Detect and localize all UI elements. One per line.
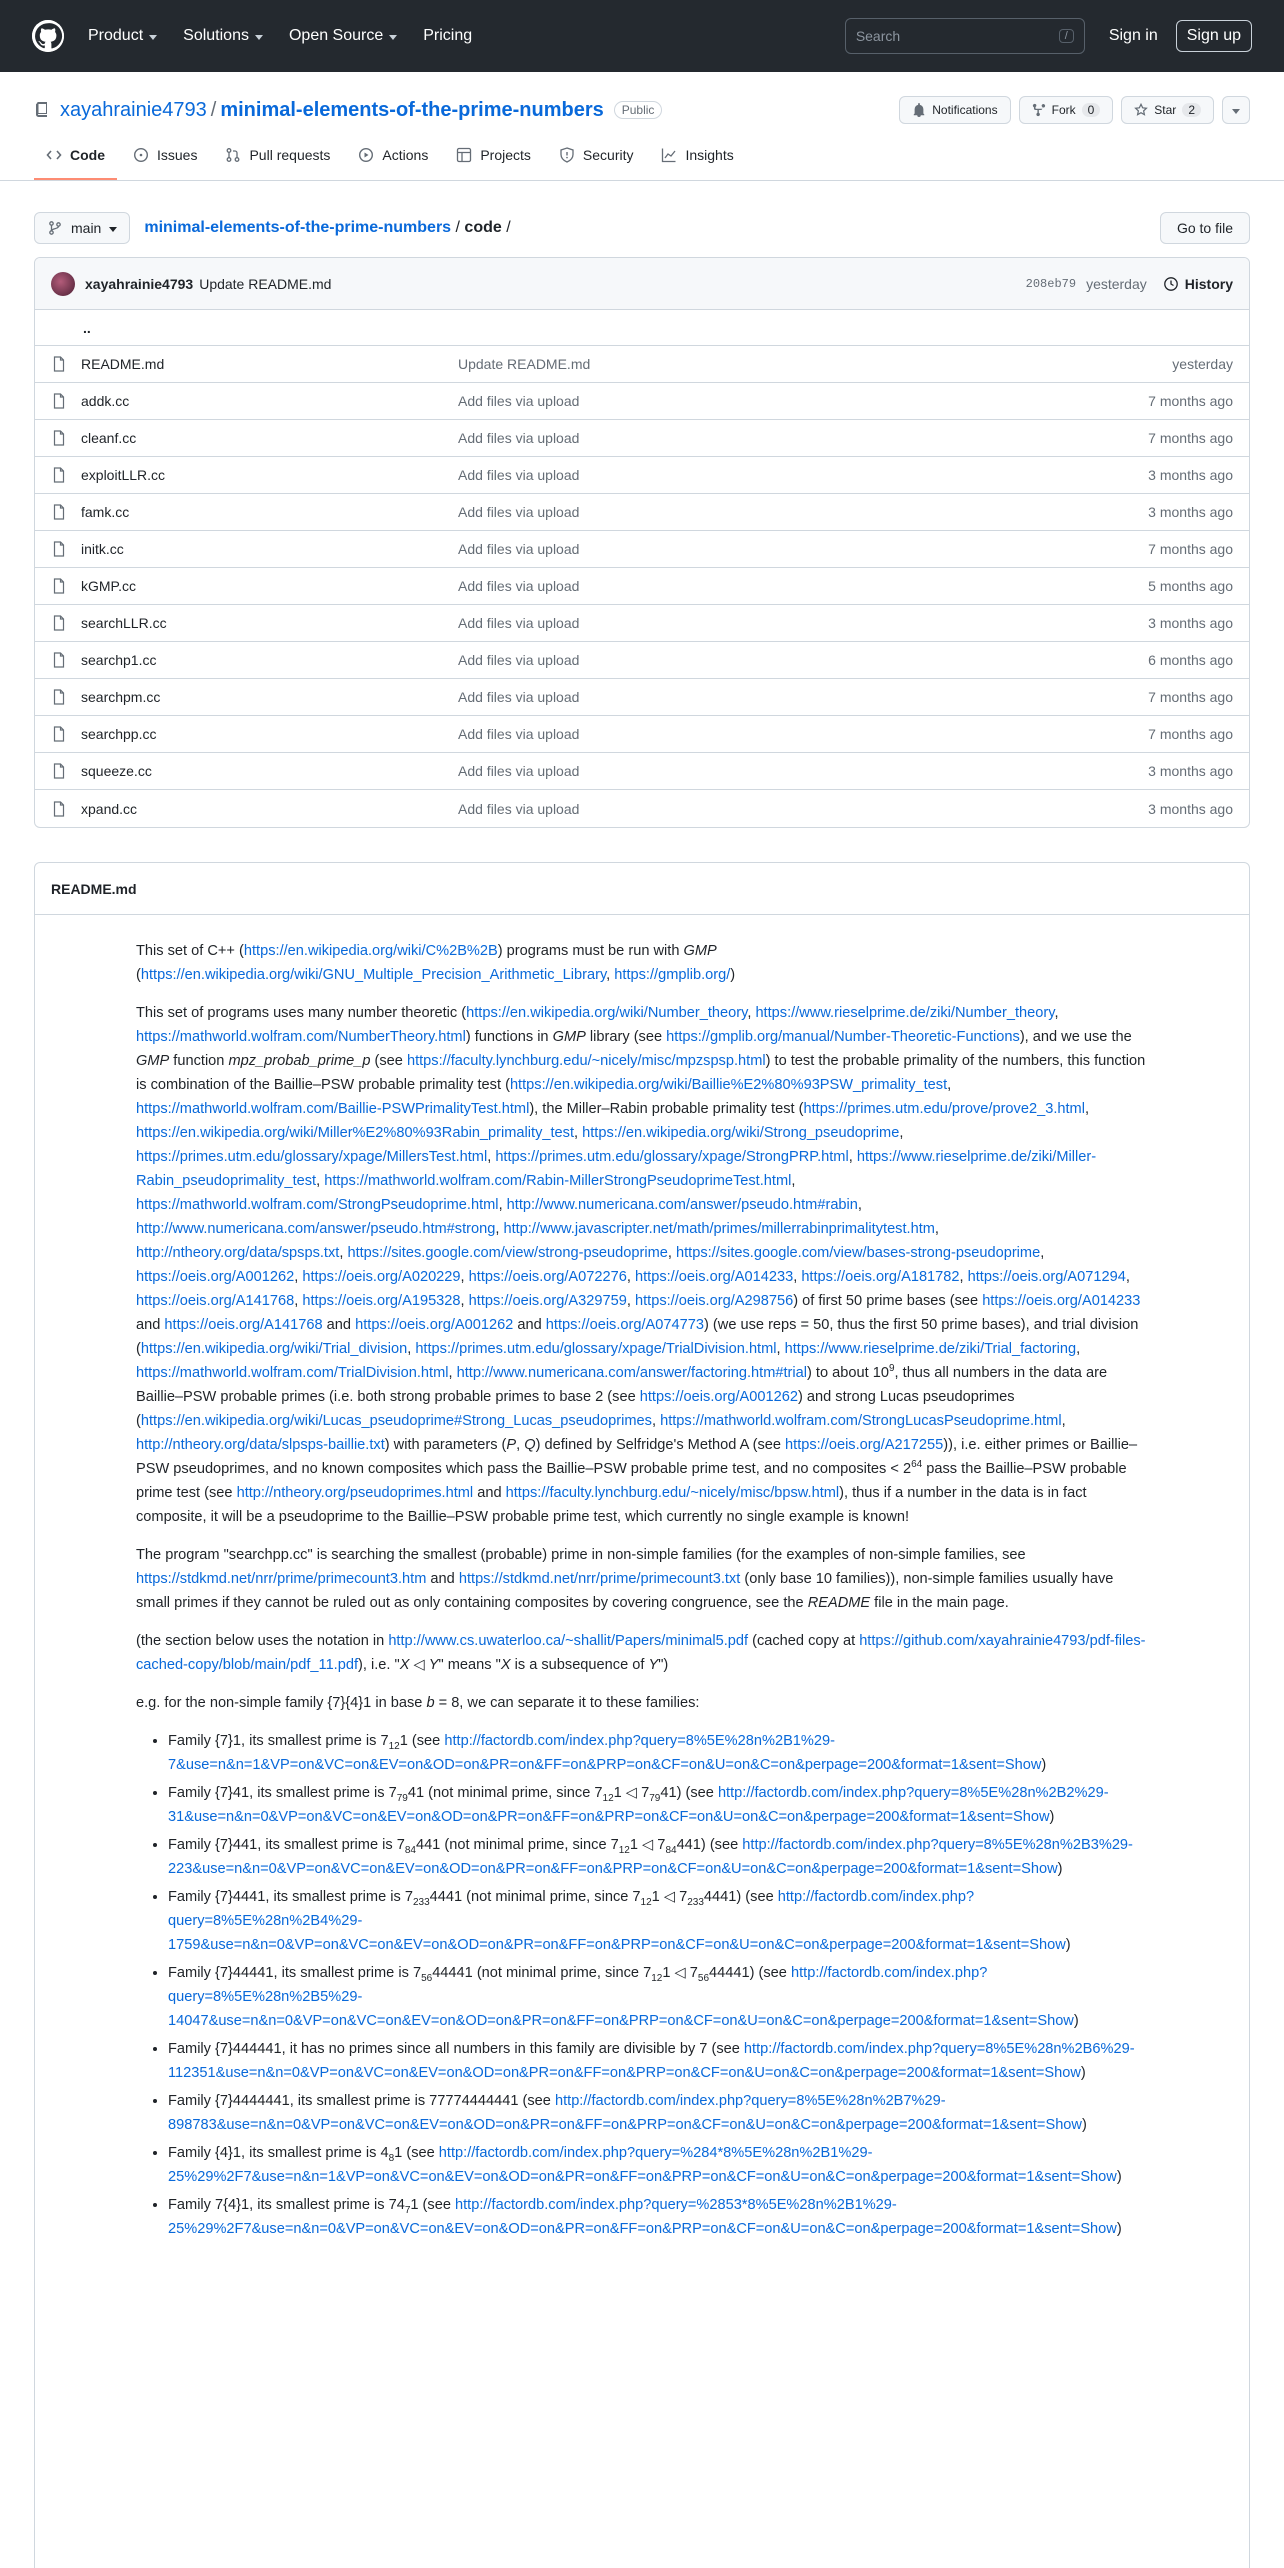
file-icon <box>51 467 67 483</box>
subscript-text: 12 <box>651 1972 663 1984</box>
subscript-text: 7 <box>404 2204 411 2216</box>
emphasis-text: Y <box>428 1657 439 1673</box>
avatar[interactable] <box>51 272 75 296</box>
commit-message[interactable]: Update README.md <box>199 275 332 292</box>
readme-link[interactable]: https://primes.utm.edu/glossary/xpage/StrongPRP.html <box>495 1149 849 1165</box>
readme-link[interactable]: https://primes.utm.edu/prove/prove2_3.html <box>803 1101 1085 1117</box>
file-row[interactable] <box>35 383 1249 420</box>
file-age: 3 months ago <box>1148 763 1233 779</box>
readme-link[interactable]: https://mathworld.wolfram.com/StrongPseudoprime.html <box>136 1197 499 1213</box>
file-age: 3 months ago <box>1148 504 1233 520</box>
emphasis-text: README <box>807 1595 871 1611</box>
readme-body <box>35 915 1249 2241</box>
readme-link[interactable]: https://oeis.org/A195328 <box>302 1293 461 1309</box>
readme-link[interactable]: http://ntheory.org/data/spsps.txt <box>136 1245 340 1261</box>
readme-title: README.md <box>35 863 1249 915</box>
file-navigation <box>34 181 1250 257</box>
file-row[interactable] <box>35 346 1249 383</box>
nav-product[interactable]: Product <box>88 27 157 45</box>
notifications-button[interactable]: Notifications <box>899 96 1010 124</box>
file-commit-message[interactable]: Add files via upload <box>458 652 580 668</box>
file-commit-message[interactable]: Add files via upload <box>458 541 580 557</box>
family-list-item: • Family {7}4444441, its smallest prime is 77774444441 (see http://factordb.com/index.php?query=8%5E%28n%2B7%29-898783&use=n&n=0&VP=on&VC=on&EV=on&OD=on&PR=on&FF=on&PRP=on&CF=on&U=on&C=on&perpage=200&format=1&sent=Show) <box>168 2089 1149 2137</box>
family-list <box>136 1729 1149 2241</box>
file-icon <box>51 689 67 705</box>
emphasis-text: X <box>500 1657 511 1673</box>
file-name-link[interactable]: xpand.cc <box>81 800 138 817</box>
commit-author[interactable]: xayahrainie4793 <box>85 275 194 292</box>
chevron-down-icon <box>149 35 157 40</box>
readme-link[interactable]: https://en.wikipedia.org/wiki/Number_theory <box>466 1005 748 1021</box>
file-row[interactable] <box>35 494 1249 531</box>
file-row[interactable] <box>35 642 1249 679</box>
file-age: 7 months ago <box>1148 689 1233 705</box>
readme-link[interactable]: http://ntheory.org/data/slpsps-baillie.txt <box>136 1437 385 1453</box>
readme-link[interactable]: https://mathworld.wolfram.com/StrongLucasPseudoprime.html <box>660 1413 1062 1429</box>
emphasis-text: mpz_probab_prime_p <box>228 1053 371 1069</box>
readme-link[interactable]: http://factordb.com/index.php?query=%2853*8%5E%28n%2B1%29-25%29%2F7&use=n&n=0&VP=on&VC=on&EV=on&OD=on&PR=on&FF=on&PRP=on&CF=on&U=on&C=on&perpage=200&format=1&sent=Show <box>168 2197 1117 2237</box>
github-logo-icon[interactable] <box>32 20 64 52</box>
readme-link[interactable]: https://github.com/xayahrainie4793/pdf-files-cached-copy/blob/main/pdf_11.pdf <box>136 1633 1146 1673</box>
breadcrumb-repo-link[interactable]: minimal-elements-of-the-prime-numbers <box>144 219 452 236</box>
readme-link[interactable]: https://oeis.org/A329759 <box>468 1293 627 1309</box>
file-row[interactable] <box>35 457 1249 494</box>
readme-link[interactable]: https://oeis.org/A072276 <box>468 1269 627 1285</box>
family-list-item: • Family {7}441, its smallest prime is $7_{84}441$ (not minimal prime, since $7_{12}1$ ◁ $7_{84}441$) (see http://factordb.com/index.php?query=8%5E%28n%2B3%29-223&use=n&n=0&VP=on&VC=on&EV=on&OD=on&PR=on&FF=on&PRP=on&CF=on&U=on&C=on&perpage=200&format=1&sent=Show) <box>168 1833 1149 1881</box>
file-icon <box>51 578 67 594</box>
file-name-link[interactable]: famk.cc <box>81 504 130 520</box>
file-commit-message[interactable]: Add files via upload <box>458 689 580 705</box>
bell-icon <box>912 103 926 117</box>
file-name-link[interactable]: kGMP.cc <box>81 578 136 594</box>
file-age: 5 months ago <box>1148 578 1233 594</box>
readme-paragraph: This set of programs uses many number theoretic (https://en.wikipedia.org/wiki/Number_theory, https://www.rieselprime.de/ziki/Number_theory, https://mathworld.wolfram.com/NumberTheory.html) functions in GMP library (see https://gmplib.org/manual/Number-Theoretic-Functions), and we use the GMP function mpz_probab_prime_p (see https://faculty.lynchburg.edu/~nicely/misc/mpzspsp.html) to test the probable primality of the numbers, this function is combination of the Baillie–PSW probable primality test (https://en.wikipedia.org/wiki/Baillie%E2%80%93PSW_primality_test, https://mathworld.wolfram.com/Baillie-PSWPrimalityTest.html), the Miller–Rabin probable primality test (https://primes.utm.edu/prove/prove2_3.html, https://en.wikipedia.org/wiki/Miller%E2%80%93Rabin_primality_test, https://en.wikipedia.org/wiki/Strong_pseudoprime, https://primes.utm.edu/glossary/xpage/MillersTest.html, https://primes.utm.edu/glossary/xpage/StrongPRP.html, https://www.rieselprime.de/ziki/Miller-Rabin_pseudoprimality_test, https://mathworld.wolfram.com/Rabin-MillerStrongPseudoprimeTest.html, https://mathworld.wolfram.com/StrongPseudoprime.html, http://www.numericana.com/answer/pseudo.htm#rabin, http://www.numericana.com/answer/pseudo.htm#strong, http://www.javascripter.net/math/primes/millerrabinprimalitytest.htm, http://ntheory.org/data/spsps.txt, https://sites.google.com/view/strong-pseudoprime, https://sites.google.com/view/bases-strong-pseudoprime, https://oeis.org/A001262, https://oeis.org/A020229, https://oeis.org/A072276, https://oeis.org/A014233, https://oeis.org/A181782, https://oeis.org/A071294, https://oeis.org/A141768, https://oeis.org/A195328, https://oeis.org/A329759, https://oeis.org/A298756) of first 50 prime bases (see https://oeis.org/A014233 and https://oeis.org/A141768 and https://oeis.org/A001262 and https://oeis.org/A074773) (we use reps = 50, thus the first 50 prime bases), and trial division (https://en.wikipedia.org/wiki/Trial_division, https://primes.utm.edu/glossary/xpage/TrialDivision.html, https://www.rieselprime.de/ziki/Trial_factoring, https://mathworld.wolfram.com/TrialDivision.html, http://www.numericana.com/answer/factoring.htm#trial) to about $10^9$, thus all numbers in the data are Baillie–PSW probable primes (i.e. both strong probable primes to base 2 (see https://oeis.org/A001262) and strong Lucas pseudoprimes (https://en.wikipedia.org/wiki/Lucas_pseudoprime#Strong_Lucas_pseudoprimes, https://mathworld.wolfram.com/StrongLucasPseudoprime.html, http://ntheory.org/data/slpsps-baillie.txt) with parameters (P, Q) defined by Selfridge's Method A (see https://oeis.org/A217255)), i.e. either primes or Baillie–PSW pseudoprimes, and no known composites which pass the Baillie–PSW probable prime test, and no composites < $2^{64}$ pass the Baillie–PSW probable prime test (see http://ntheory.org/pseudoprimes.html and https://faculty.lynchburg.edu/~nicely/misc/bpsw.html), thus if a number in the data is in fact composite, it will be a pseudoprime to the Baillie–PSW probable prime test, which currently no single example is known! <box>136 1005 1146 1525</box>
file-icon <box>51 801 67 817</box>
chevron-down-icon <box>1232 109 1240 114</box>
readme-link[interactable]: http://factordb.com/index.php?query=8%5E%28n%2B6%29-112351&use=n&n=0&VP=on&VC=on&EV=on&OD=on&PR=on&FF=on&PRP=on&CF=on&U=on&C=on&perpage=200&format=1&sent=Show <box>168 2041 1135 2081</box>
readme-paragraph: e.g. for the non-simple family {7}{4}1 in base b = 8, we can separate it to these families: <box>136 1695 700 1711</box>
readme-link[interactable]: http://factordb.com/index.php?query=8%5E%28n%2B4%29-1759&use=n&n=0&VP=on&VC=on&EV=on&OD=on&PR=on&FF=on&PRP=on&CF=on&U=on&C=on&perpage=200&format=1&sent=Show <box>168 1889 1066 1953</box>
readme-link[interactable]: https://sites.google.com/view/bases-strong-pseudoprime <box>675 1245 1041 1261</box>
subscript-text: 12 <box>602 1792 614 1804</box>
tab-insights[interactable]: Insights <box>649 132 745 180</box>
readme-link[interactable]: http://www.numericana.com/answer/pseudo.htm#strong <box>136 1221 496 1237</box>
repo-owner-link[interactable]: xayahrainie4793 <box>60 98 207 121</box>
chevron-down-icon <box>389 35 397 40</box>
table-icon <box>456 147 472 163</box>
readme-link[interactable]: https://mathworld.wolfram.com/Baillie-PSWPrimalityTest.html <box>136 1101 530 1117</box>
emphasis-text: GMP <box>136 1053 170 1069</box>
subscript-text: 56 <box>421 1972 433 1984</box>
subscript-text: 84 <box>404 1844 416 1856</box>
chevron-down-icon <box>255 35 263 40</box>
file-row[interactable] <box>35 568 1249 605</box>
go-to-file-button[interactable]: Go to file <box>1160 212 1250 244</box>
readme-link[interactable]: https://www.rieselprime.de/ziki/Trial_factoring <box>784 1341 1077 1357</box>
readme-link[interactable]: https://stdkmd.net/nrr/prime/primecount3.htm <box>136 1571 427 1587</box>
readme-link[interactable]: http://www.cs.uwaterloo.ca/~shallit/Papers/minimal5.pdf <box>388 1633 749 1649</box>
readme-link[interactable]: https://en.wikipedia.org/wiki/Miller%E2%80%93Rabin_primality_test <box>136 1125 575 1141</box>
readme-link[interactable]: https://oeis.org/A298756 <box>634 1293 794 1309</box>
readme-paragraph: The program "searchpp.cc" is searching the smallest (probable) prime in non-simple families (for the examples of non-simple families, see https://stdkmd.net/nrr/prime/primecount3.htm and https://stdkmd.net/nrr/prime/primecount3.txt (only base 10 families)), non-simple families usually have small primes if they cannot be ruled out as only containing composites by covering congruence, see the README file in the main page. <box>136 1547 1114 1611</box>
readme-link[interactable]: https://sites.google.com/view/strong-pseudoprime <box>347 1245 668 1261</box>
family-list-item: • Family 7{4}1, its smallest prime is $74_71$ (see http://factordb.com/index.php?query=%2853*8%5E%28n%2B1%29-25%29%2F7&use=n&n=0&VP=on&VC=on&EV=on&OD=on&PR=on&FF=on&PRP=on&CF=on&U=on&C=on&perpage=200&format=1&sent=Show) <box>168 2193 1149 2241</box>
file-age: 3 months ago <box>1148 467 1233 483</box>
breadcrumb-separator: / <box>506 219 511 236</box>
family-list-item: • Family {7}4441, its smallest prime is $7_{233}4441$ (not minimal prime, since $7_{12}1$ ◁ $7_{233}4441$) (see http://factordb.com/index.php?query=8%5E%28n%2B4%29-1759&use=n&n=0&VP=on&VC=on&EV=on&OD=on&PR=on&FF=on&PRP=on&CF=on&U=on&C=on&perpage=200&format=1&sent=Show) <box>168 1885 1149 1957</box>
readme-link[interactable]: http://ntheory.org/pseudoprimes.html <box>236 1485 474 1501</box>
readme-link[interactable]: http://factordb.com/index.php?query=8%5E%28n%2B2%29-31&use=n&n=0&VP=on&VC=on&EV=on&OD=on&PR=on&FF=on&PRP=on&CF=on&U=on&C=on&perpage=200&format=1&sent=Show <box>168 1785 1109 1825</box>
tab-code[interactable]: Code <box>34 132 117 180</box>
file-age: 7 months ago <box>1148 726 1233 742</box>
file-commit-message[interactable]: Update README.md <box>458 356 591 372</box>
readme-link[interactable]: https://en.wikipedia.org/wiki/Lucas_pseudoprime#Strong_Lucas_pseudoprimes <box>140 1413 652 1429</box>
readme-link[interactable]: https://oeis.org/A181782 <box>801 1269 960 1285</box>
readme-link[interactable]: http://factordb.com/index.php?query=8%5E%28n%2B3%29-223&use=n&n=0&VP=on&VC=on&EV=on&OD=on&PR=on&FF=on&PRP=on&CF=on&U=on&C=on&perpage=200&format=1&sent=Show <box>168 1837 1133 1877</box>
file-row[interactable] <box>35 679 1249 716</box>
chevron-down-icon <box>109 227 117 232</box>
file-icon <box>51 356 67 372</box>
readme-link[interactable]: https://faculty.lynchburg.edu/~nicely/misc/mpzspsp.html <box>406 1053 766 1069</box>
graph-icon <box>661 147 677 163</box>
search-box[interactable] <box>845 18 1085 54</box>
file-commit-message[interactable]: Add files via upload <box>458 430 580 446</box>
tab-security[interactable]: Security <box>547 132 646 180</box>
subscript-text: 233 <box>687 1896 704 1908</box>
file-row[interactable] <box>35 420 1249 457</box>
file-row[interactable] <box>35 753 1249 790</box>
readme-link[interactable]: https://gmplib.org/manual/Number-Theoretic-Functions <box>666 1029 1020 1045</box>
file-age: 3 months ago <box>1148 800 1233 817</box>
subscript-text: 56 <box>697 1972 710 1984</box>
file-age: yesterday <box>1172 356 1233 372</box>
family-list-item: • Family {4}1, its smallest prime is $4_81$ (see http://factordb.com/index.php?query=%284*8%5E%28n%2B1%29-25%29%2F7&use=n&n=1&VP=on&VC=on&EV=on&OD=on&PR=on&FF=on&PRP=on&CF=on&U=on&C=on&perpage=200&format=1&sent=Show) <box>168 2141 1149 2189</box>
visibility-badge: Public <box>614 101 663 119</box>
file-icon <box>51 652 67 668</box>
history-link[interactable]: History <box>1163 276 1233 292</box>
family-list-item: • Family {7}444441, it has no primes since all numbers in this family are divisible by 7 (see http://factordb.com/index.php?query=8%5E%28n%2B6%29-112351&use=n&n=0&VP=on&VC=on&EV=on&OD=on&PR=on&FF=on&PRP=on&CF=on&U=on&C=on&perpage=200&format=1&sent=Show) <box>168 2037 1149 2085</box>
readme-link[interactable]: https://oeis.org/A141768 <box>136 1293 295 1309</box>
file-age: 7 months ago <box>1148 393 1233 409</box>
readme-link[interactable]: https://oeis.org/A014233 <box>982 1293 1141 1309</box>
fork-count: 0 <box>1082 103 1101 117</box>
readme-link[interactable]: http://www.numericana.com/answer/pseudo.htm#rabin <box>506 1197 858 1213</box>
readme-link[interactable]: https://oeis.org/A020229 <box>302 1269 461 1285</box>
nav-solutions[interactable]: Solutions <box>183 27 263 45</box>
readme-link[interactable]: http://factordb.com/index.php?query=8%5E%28n%2B1%29-7&use=n&n=1&VP=on&VC=on&EV=on&OD=on&PR=on&FF=on&PRP=on&CF=on&U=on&C=on&perpage=200&format=1&sent=Show <box>168 1733 1042 1773</box>
readme-link[interactable]: https://oeis.org/A074773 <box>545 1317 704 1333</box>
file-commit-message[interactable]: Add files via upload <box>458 763 580 779</box>
search-input[interactable] <box>856 28 1059 44</box>
file-commit-message[interactable]: Add files via upload <box>458 726 580 742</box>
file-icon <box>51 504 67 520</box>
fork-icon <box>1032 103 1046 117</box>
readme-link[interactable]: https://mathworld.wolfram.com/TrialDivision.html <box>136 1365 449 1381</box>
file-name-link[interactable]: searchpp.cc <box>81 726 157 742</box>
readme-link[interactable]: http://factordb.com/index.php?query=8%5E%28n%2B5%29-14047&use=n&n=0&VP=on&VC=on&EV=on&OD=on&PR=on&FF=on&PRP=on&CF=on&U=on&C=on&perpage=200&format=1&sent=Show <box>168 1965 1074 2029</box>
file-commit-message[interactable]: Add files via upload <box>458 578 580 594</box>
readme-link[interactable]: https://faculty.lynchburg.edu/~nicely/misc/bpsw.html <box>505 1485 840 1501</box>
file-name-link[interactable]: searchpm.cc <box>81 689 161 705</box>
repo-title-separator: / <box>210 98 217 121</box>
file-name-link[interactable]: searchp1.cc <box>81 652 157 668</box>
file-commit-message[interactable]: Add files via upload <box>458 504 580 520</box>
file-name-link[interactable]: addk.cc <box>81 393 130 409</box>
subscript-text: 12 <box>388 1740 400 1752</box>
family-list-item: • Family {7}44441, its smallest prime is $7_{56}44441$ (not minimal prime, since $7_{12}1$ ◁ $7_{56}44441$) (see http://factordb.com/index.php?query=8%5E%28n%2B5%29-14047&use=n&n=0&VP=on&VC=on&EV=on&OD=on&PR=on&FF=on&PRP=on&CF=on&U=on&C=on&perpage=200&format=1&sent=Show) <box>168 1961 1149 2033</box>
file-list <box>34 257 1250 828</box>
file-age: 7 months ago <box>1148 430 1233 446</box>
readme-link[interactable]: https://oeis.org/A001262 <box>639 1389 798 1405</box>
file-name-link[interactable]: exploitLLR.cc <box>81 467 166 483</box>
file-age: 6 months ago <box>1148 652 1233 668</box>
file-icon <box>51 726 67 742</box>
readme-link[interactable]: https://en.wikipedia.org/wiki/Baillie%E2%80%93PSW_primality_test <box>509 1077 948 1093</box>
readme-link[interactable]: https://oeis.org/A071294 <box>967 1269 1126 1285</box>
file-icon <box>51 541 67 557</box>
readme-link[interactable]: http://www.javascripter.net/math/primes/millerrabinprimalitytest.htm <box>503 1221 935 1237</box>
pull-request-icon <box>225 147 241 163</box>
emphasis-text: Q <box>524 1437 536 1453</box>
readme-link[interactable]: http://www.numericana.com/answer/factoring.htm#trial <box>456 1365 808 1381</box>
star-icon <box>1134 103 1148 117</box>
file-row[interactable] <box>35 716 1249 753</box>
file-commit-message[interactable]: Add files via upload <box>458 467 580 483</box>
shield-icon <box>559 147 575 163</box>
subscript-text: 8 <box>388 2152 395 2164</box>
subscript-text: 79 <box>396 1792 408 1804</box>
file-row[interactable] <box>35 605 1249 642</box>
readme-link[interactable]: https://mathworld.wolfram.com/NumberTheory.html <box>136 1029 466 1045</box>
repo-header <box>0 72 1284 181</box>
repo-icon <box>34 102 50 118</box>
subscript-text: 84 <box>665 1844 677 1856</box>
tab-issues[interactable]: Issues <box>121 132 209 180</box>
readme-link[interactable]: https://oeis.org/A001262 <box>355 1317 514 1333</box>
file-name-link[interactable]: cleanf.cc <box>81 430 137 446</box>
file-row[interactable] <box>35 531 1249 568</box>
fork-button[interactable]: Fork 0 <box>1019 96 1114 124</box>
main-nav <box>88 27 498 45</box>
file-commit-message[interactable]: Add files via upload <box>458 800 580 817</box>
family-list-item: • Family {7}1, its smallest prime is $7_{12}1$ (see http://factordb.com/index.php?query=8%5E%28n%2B1%29-7&use=n&n=1&VP=on&VC=on&EV=on&OD=on&PR=on&FF=on&PRP=on&CF=on&U=on&C=on&perpage=200&format=1&sent=Show) <box>168 1729 1149 1777</box>
repo-tabs <box>34 132 1250 180</box>
readme-link[interactable]: https://en.wikipedia.org/wiki/C%2B%2B <box>243 943 498 959</box>
emphasis-text: P <box>506 1437 517 1453</box>
readme-link[interactable]: https://oeis.org/A141768 <box>164 1317 323 1333</box>
file-name-link[interactable]: squeeze.cc <box>81 763 152 779</box>
emphasis-text: Y <box>648 1657 659 1673</box>
play-icon <box>358 147 374 163</box>
readme-link[interactable]: https://oeis.org/A014233 <box>634 1269 794 1285</box>
site-header <box>0 0 1284 72</box>
subscript-text: 12 <box>640 1896 652 1908</box>
star-count: 2 <box>1182 103 1201 117</box>
history-icon <box>1163 276 1179 292</box>
file-row[interactable] <box>35 790 1249 827</box>
subscript-text: 233 <box>412 1896 430 1908</box>
breadcrumb-current: code <box>464 219 502 236</box>
file-icon <box>51 615 67 631</box>
emphasis-text: GMP <box>552 1029 586 1045</box>
star-dropdown-button[interactable] <box>1222 96 1250 124</box>
star-button[interactable]: Star 2 <box>1121 96 1214 124</box>
file-name-link[interactable]: initk.cc <box>81 541 124 557</box>
readme-link[interactable]: https://primes.utm.edu/glossary/xpage/MillersTest.html <box>136 1149 488 1165</box>
superscript-text: 9 <box>888 1363 895 1375</box>
readme-link[interactable]: https://primes.utm.edu/glossary/xpage/TrialDivision.html <box>415 1341 777 1357</box>
readme-link[interactable]: https://en.wikipedia.org/wiki/GNU_Multiple_Precision_Arithmetic_Library <box>140 967 607 983</box>
readme-link[interactable]: https://www.rieselprime.de/ziki/Number_theory <box>755 1005 1055 1021</box>
readme-link[interactable]: https://www.rieselprime.de/ziki/Miller-Rabin_pseudoprimality_test <box>136 1149 1097 1189</box>
branch-icon <box>47 220 63 236</box>
readme-link[interactable]: https://gmplib.org/ <box>614 967 731 983</box>
main-content <box>0 181 1284 2568</box>
readme-link[interactable]: https://oeis.org/A001262 <box>136 1269 295 1285</box>
code-icon <box>46 147 62 163</box>
tab-pull-requests[interactable]: Pull requests <box>213 132 342 180</box>
readme-paragraph: This set of C++ (https://en.wikipedia.org/wiki/C%2B%2B) programs must be run with GMP (https://en.wikipedia.org/wiki/GNU_Multiple_Precision_Arithmetic_Library, https://gmplib.org/) <box>136 943 736 983</box>
emphasis-text: b <box>426 1695 435 1711</box>
tab-actions[interactable]: Actions <box>346 132 440 180</box>
readme-panel <box>34 862 1250 2568</box>
readme-link[interactable]: https://en.wikipedia.org/wiki/Trial_division <box>140 1341 408 1357</box>
emphasis-text: X <box>399 1657 410 1673</box>
file-icon <box>51 393 67 409</box>
sign-up-button[interactable]: Sign up <box>1176 20 1252 52</box>
branch-selector[interactable]: main <box>34 212 130 244</box>
latest-commit-bar <box>35 258 1249 310</box>
tab-projects[interactable]: Projects <box>444 132 543 180</box>
breadcrumb <box>144 219 510 237</box>
subscript-text: 12 <box>618 1844 630 1856</box>
readme-link[interactable]: https://mathworld.wolfram.com/Rabin-MillerStrongPseudoprimeTest.html <box>324 1173 792 1189</box>
nav-open-source[interactable]: Open Source <box>289 27 397 45</box>
readme-paragraph: (the section below uses the notation in http://www.cs.uwaterloo.ca/~shallit/Papers/minimal5.pdf (cached copy at https://github.com/xayahrainie4793/pdf-files-cached-copy/blob/main/pdf_11.pdf), i.e. "X ◁ Y" means "X is a subsequence of Y") <box>136 1633 1146 1673</box>
breadcrumb-separator: / <box>455 219 465 236</box>
sign-in-link[interactable]: Sign in <box>1108 27 1158 44</box>
readme-link[interactable]: http://factordb.com/index.php?query=%284*8%5E%28n%2B1%29-25%29%2F7&use=n&n=1&VP=on&VC=on&EV=on&OD=on&PR=on&FF=on&PRP=on&CF=on&U=on&C=on&perpage=200&format=1&sent=Show <box>168 2145 1117 2185</box>
subscript-text: 79 <box>649 1792 661 1804</box>
repo-name-link[interactable]: minimal-elements-of-the-prime-numbers <box>220 98 604 121</box>
commit-sha[interactable]: 208eb79 <box>1025 276 1077 291</box>
commit-time: yesterday <box>1086 275 1147 292</box>
readme-link[interactable]: https://oeis.org/A217255 <box>785 1437 944 1453</box>
emphasis-text: GMP <box>683 943 717 959</box>
repo-title <box>60 99 604 122</box>
file-commit-message[interactable]: Add files via upload <box>458 393 580 409</box>
readme-link[interactable]: http://factordb.com/index.php?query=8%5E%28n%2B7%29-898783&use=n&n=0&VP=on&VC=on&EV=on&OD=on&PR=on&FF=on&PRP=on&CF=on&U=on&C=on&perpage=200&format=1&sent=Show <box>168 2093 1082 2133</box>
readme-link[interactable]: https://en.wikipedia.org/wiki/Strong_pseudoprime <box>582 1125 900 1141</box>
family-list-item: • Family {7}41, its smallest prime is $7_{79}41$ (not minimal prime, since $7_{12}1$ ◁ $7_{79}41$) (see http://factordb.com/index.php?query=8%5E%28n%2B2%29-31&use=n&n=0&VP=on&VC=on&EV=on&OD=on&PR=on&FF=on&PRP=on&CF=on&U=on&C=on&perpage=200&format=1&sent=Show) <box>168 1781 1149 1829</box>
file-icon <box>51 430 67 446</box>
file-age: 7 months ago <box>1148 541 1233 557</box>
nav-pricing[interactable]: Pricing <box>423 27 473 44</box>
file-icon <box>51 763 67 779</box>
file-age: 3 months ago <box>1148 615 1233 631</box>
file-commit-message[interactable]: Add files via upload <box>458 615 580 631</box>
parent-directory-link[interactable]: .. <box>35 310 1249 346</box>
file-name-link[interactable]: searchLLR.cc <box>81 615 167 631</box>
issue-icon <box>133 147 149 163</box>
file-name-link[interactable]: README.md <box>81 356 165 372</box>
search-shortcut-hint: / <box>1059 29 1074 43</box>
superscript-text: 64 <box>911 1459 923 1471</box>
readme-link[interactable]: https://stdkmd.net/nrr/prime/primecount3.txt <box>458 1571 741 1587</box>
